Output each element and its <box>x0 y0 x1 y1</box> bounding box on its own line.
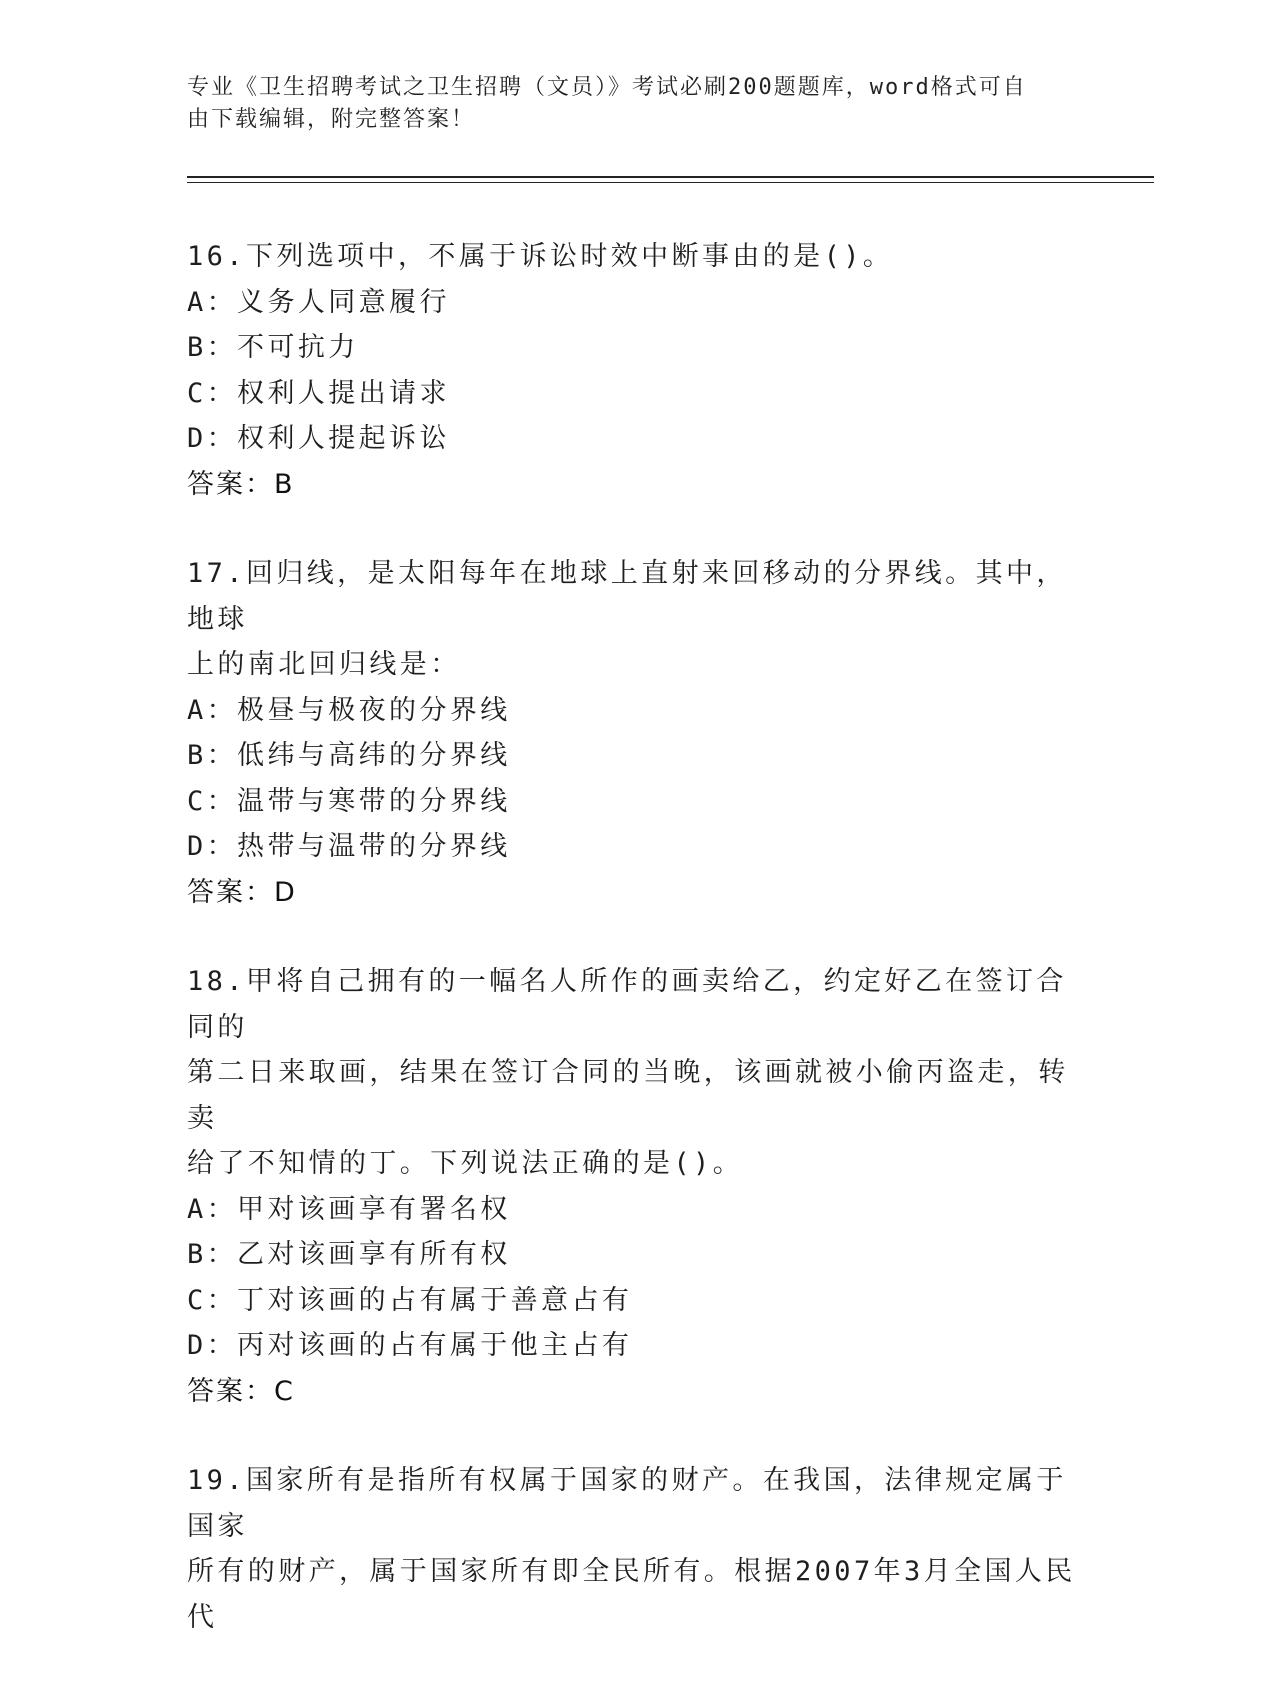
option-b: B：不可抗力 <box>187 332 359 363</box>
question-stem-line: 17.回归线，是太阳每年在地球上直射来回移动的分界线。其中，地球 <box>187 558 1067 635</box>
header-line-1: 专业《卫生招聘考试之卫生招聘（文员）》考试必刷200题题库，word格式可自 <box>187 75 1027 100</box>
question-list <box>187 234 1087 1684</box>
option-d: D：丙对该画的占有属于他主占有 <box>187 1330 633 1361</box>
question-stem-line: 19.国家所有是指所有权属于国家的财产。在我国，法律规定属于国家 <box>187 1465 1067 1542</box>
option-d: D：热带与温带的分界线 <box>187 831 511 862</box>
question-stem-line: 给了不知情的丁。下列说法正确的是()。 <box>187 1148 744 1179</box>
question-stem-line: 所有的财产，属于国家所有即全民所有。根据2007年3月全国人民代 <box>187 1556 1076 1633</box>
option-c: C：温带与寒带的分界线 <box>187 785 511 817</box>
question-stem-line: 18.甲将自己拥有的一幅名人所作的画卖给乙，约定好乙在签订合同的 <box>187 966 1067 1043</box>
header-line-2: 由下载编辑，附完整答案！ <box>187 107 476 132</box>
question-18 <box>187 959 1087 1414</box>
header-divider-thick <box>187 176 1154 178</box>
question-stem-line: 16.下列选项中，不属于诉讼时效中断事由的是()。 <box>187 241 894 272</box>
option-a: A：极昼与极夜的分界线 <box>187 694 511 726</box>
option-d: D：权利人提起诉讼 <box>187 423 450 454</box>
document-header <box>187 72 1067 136</box>
question-17 <box>187 551 1087 915</box>
answer-key: 答案：D <box>187 876 297 908</box>
option-b: B：低纬与高纬的分界线 <box>187 740 511 771</box>
question-16 <box>187 234 1087 507</box>
option-a: A：甲对该画享有署名权 <box>187 1193 511 1225</box>
option-a: A：义务人同意履行 <box>187 286 450 318</box>
option-c: C：丁对该画的占有属于善意占有 <box>187 1284 633 1316</box>
header-divider-thin <box>187 182 1154 183</box>
answer-key: 答案：C <box>187 1375 295 1407</box>
question-19 <box>187 1458 1087 1640</box>
question-stem-line: 第二日来取画，结果在签订合同的当晚，该画就被小偷丙盗走，转卖 <box>187 1057 1069 1134</box>
option-b: B：乙对该画享有所有权 <box>187 1239 511 1270</box>
answer-key: 答案：B <box>187 468 295 500</box>
option-c: C：权利人提出请求 <box>187 377 450 409</box>
question-stem-line: 上的南北回归线是： <box>187 649 461 680</box>
